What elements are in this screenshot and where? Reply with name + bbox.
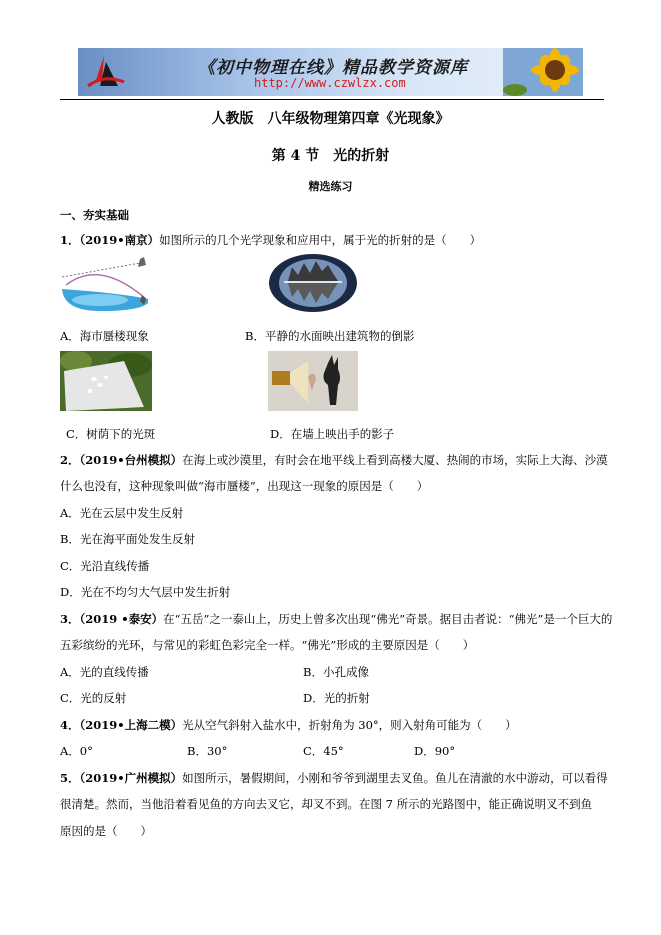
q2-text-2: 什么也没有，这种现象叫做“海市蜃楼”，出现这一现象的原因是（ ）: [60, 479, 429, 493]
q2-option-a: A．光在云层中发生反射: [60, 506, 184, 520]
q4-option-d: D．90°: [414, 744, 456, 758]
question-2: [60, 452, 608, 468]
q1-text: 如图所示的几个光学现象和应用中，属于光的折射的是（ ）: [159, 233, 482, 247]
q4-number: 4．: [60, 718, 80, 732]
question-1: [60, 232, 481, 248]
question-5: [60, 770, 608, 786]
q2-source: （2019•台州模拟）: [79, 453, 183, 467]
q3-text-1: 在“五岳”之一泰山上，历史上曾多次出现“佛光”奇景。据目击者说：“佛光”是一个巨大的: [163, 612, 613, 626]
q3-option-b: B．小孔成像: [303, 665, 369, 679]
banner-title: 《初中物理在线》精品教学资源库: [198, 58, 468, 78]
q2-option-b: B．光在海平面处发生反射: [60, 532, 195, 546]
question-3: [60, 611, 612, 627]
reflection-image: [268, 253, 358, 313]
q3-text-2: 五彩缤纷的光环，与常见的彩虹色彩完全一样。“佛光”形成的主要原因是（ ）: [60, 638, 475, 652]
q1-option-d: D．在墙上映出手的影子: [270, 427, 395, 441]
q3-source: （2019 •泰安）: [79, 612, 164, 626]
hand-shadow-image: [268, 351, 358, 411]
q3-option-a: A．光的直线传播: [60, 665, 149, 679]
q2-text-1: 在海上或沙漠里，有时会在地平线上看到高楼大厦、热闹的市场，实际上大海、沙漠: [182, 453, 608, 467]
q2-option-d: D．光在不均匀大气层中发生折射: [60, 585, 231, 599]
site-logo-icon: [84, 52, 128, 92]
q4-option-a: A．0°: [60, 744, 93, 758]
mirage-image: [60, 255, 155, 313]
tree-shade-light-spots-image: [60, 351, 152, 411]
section-title: 第 4 节 光的折射: [271, 148, 390, 164]
q1-number: 1．: [60, 233, 80, 247]
q5-source: （2019•广州模拟）: [79, 771, 183, 785]
header-rule: [60, 99, 604, 100]
q3-number: 3．: [60, 612, 80, 626]
q1-option-a: A．海市蜃楼现象: [60, 329, 149, 343]
q2-option-c: C．光沿直线传播: [60, 559, 150, 573]
part-heading: 一、夯实基础: [60, 208, 129, 222]
q5-text-3: 原因的是（ ）: [60, 824, 152, 838]
q4-option-b: B．30°: [187, 744, 228, 758]
q4-option-c: C．45°: [303, 744, 344, 758]
sunflower-icon: [503, 48, 583, 96]
q3-option-d: D．光的折射: [303, 691, 370, 705]
q4-source: （2019•上海二模）: [79, 718, 183, 732]
subtitle: 精选练习: [308, 180, 353, 193]
q3-option-c: C．光的反射: [60, 691, 127, 705]
banner-url[interactable]: http://www.czwlzx.com: [254, 76, 406, 90]
q5-number: 5．: [60, 771, 80, 785]
q2-number: 2．: [60, 453, 80, 467]
q1-option-c: C．树荫下的光斑: [66, 427, 156, 441]
q5-text-1: 如图所示，暑假期间，小刚和爷爷到湖里去叉鱼。鱼儿在清澈的水中游动，可以看得: [182, 771, 608, 785]
question-4: [60, 717, 517, 733]
header-banner: [78, 48, 583, 96]
book-title: 人教版 八年级物理第四章《光现象》: [211, 111, 450, 127]
q5-text-2: 很清楚。然而，当他沿着看见鱼的方向去叉它，却叉不到。在图 7 所示的光路图中，能正确说明叉不到鱼: [60, 797, 593, 811]
q4-text: 光从空气斜射入盐水中，折射角为 30°，则入射角可能为（ ）: [182, 718, 517, 732]
q1-source: （2019•南京）: [79, 233, 160, 247]
q1-option-b: B．平静的水面映出建筑物的倒影: [245, 329, 415, 343]
